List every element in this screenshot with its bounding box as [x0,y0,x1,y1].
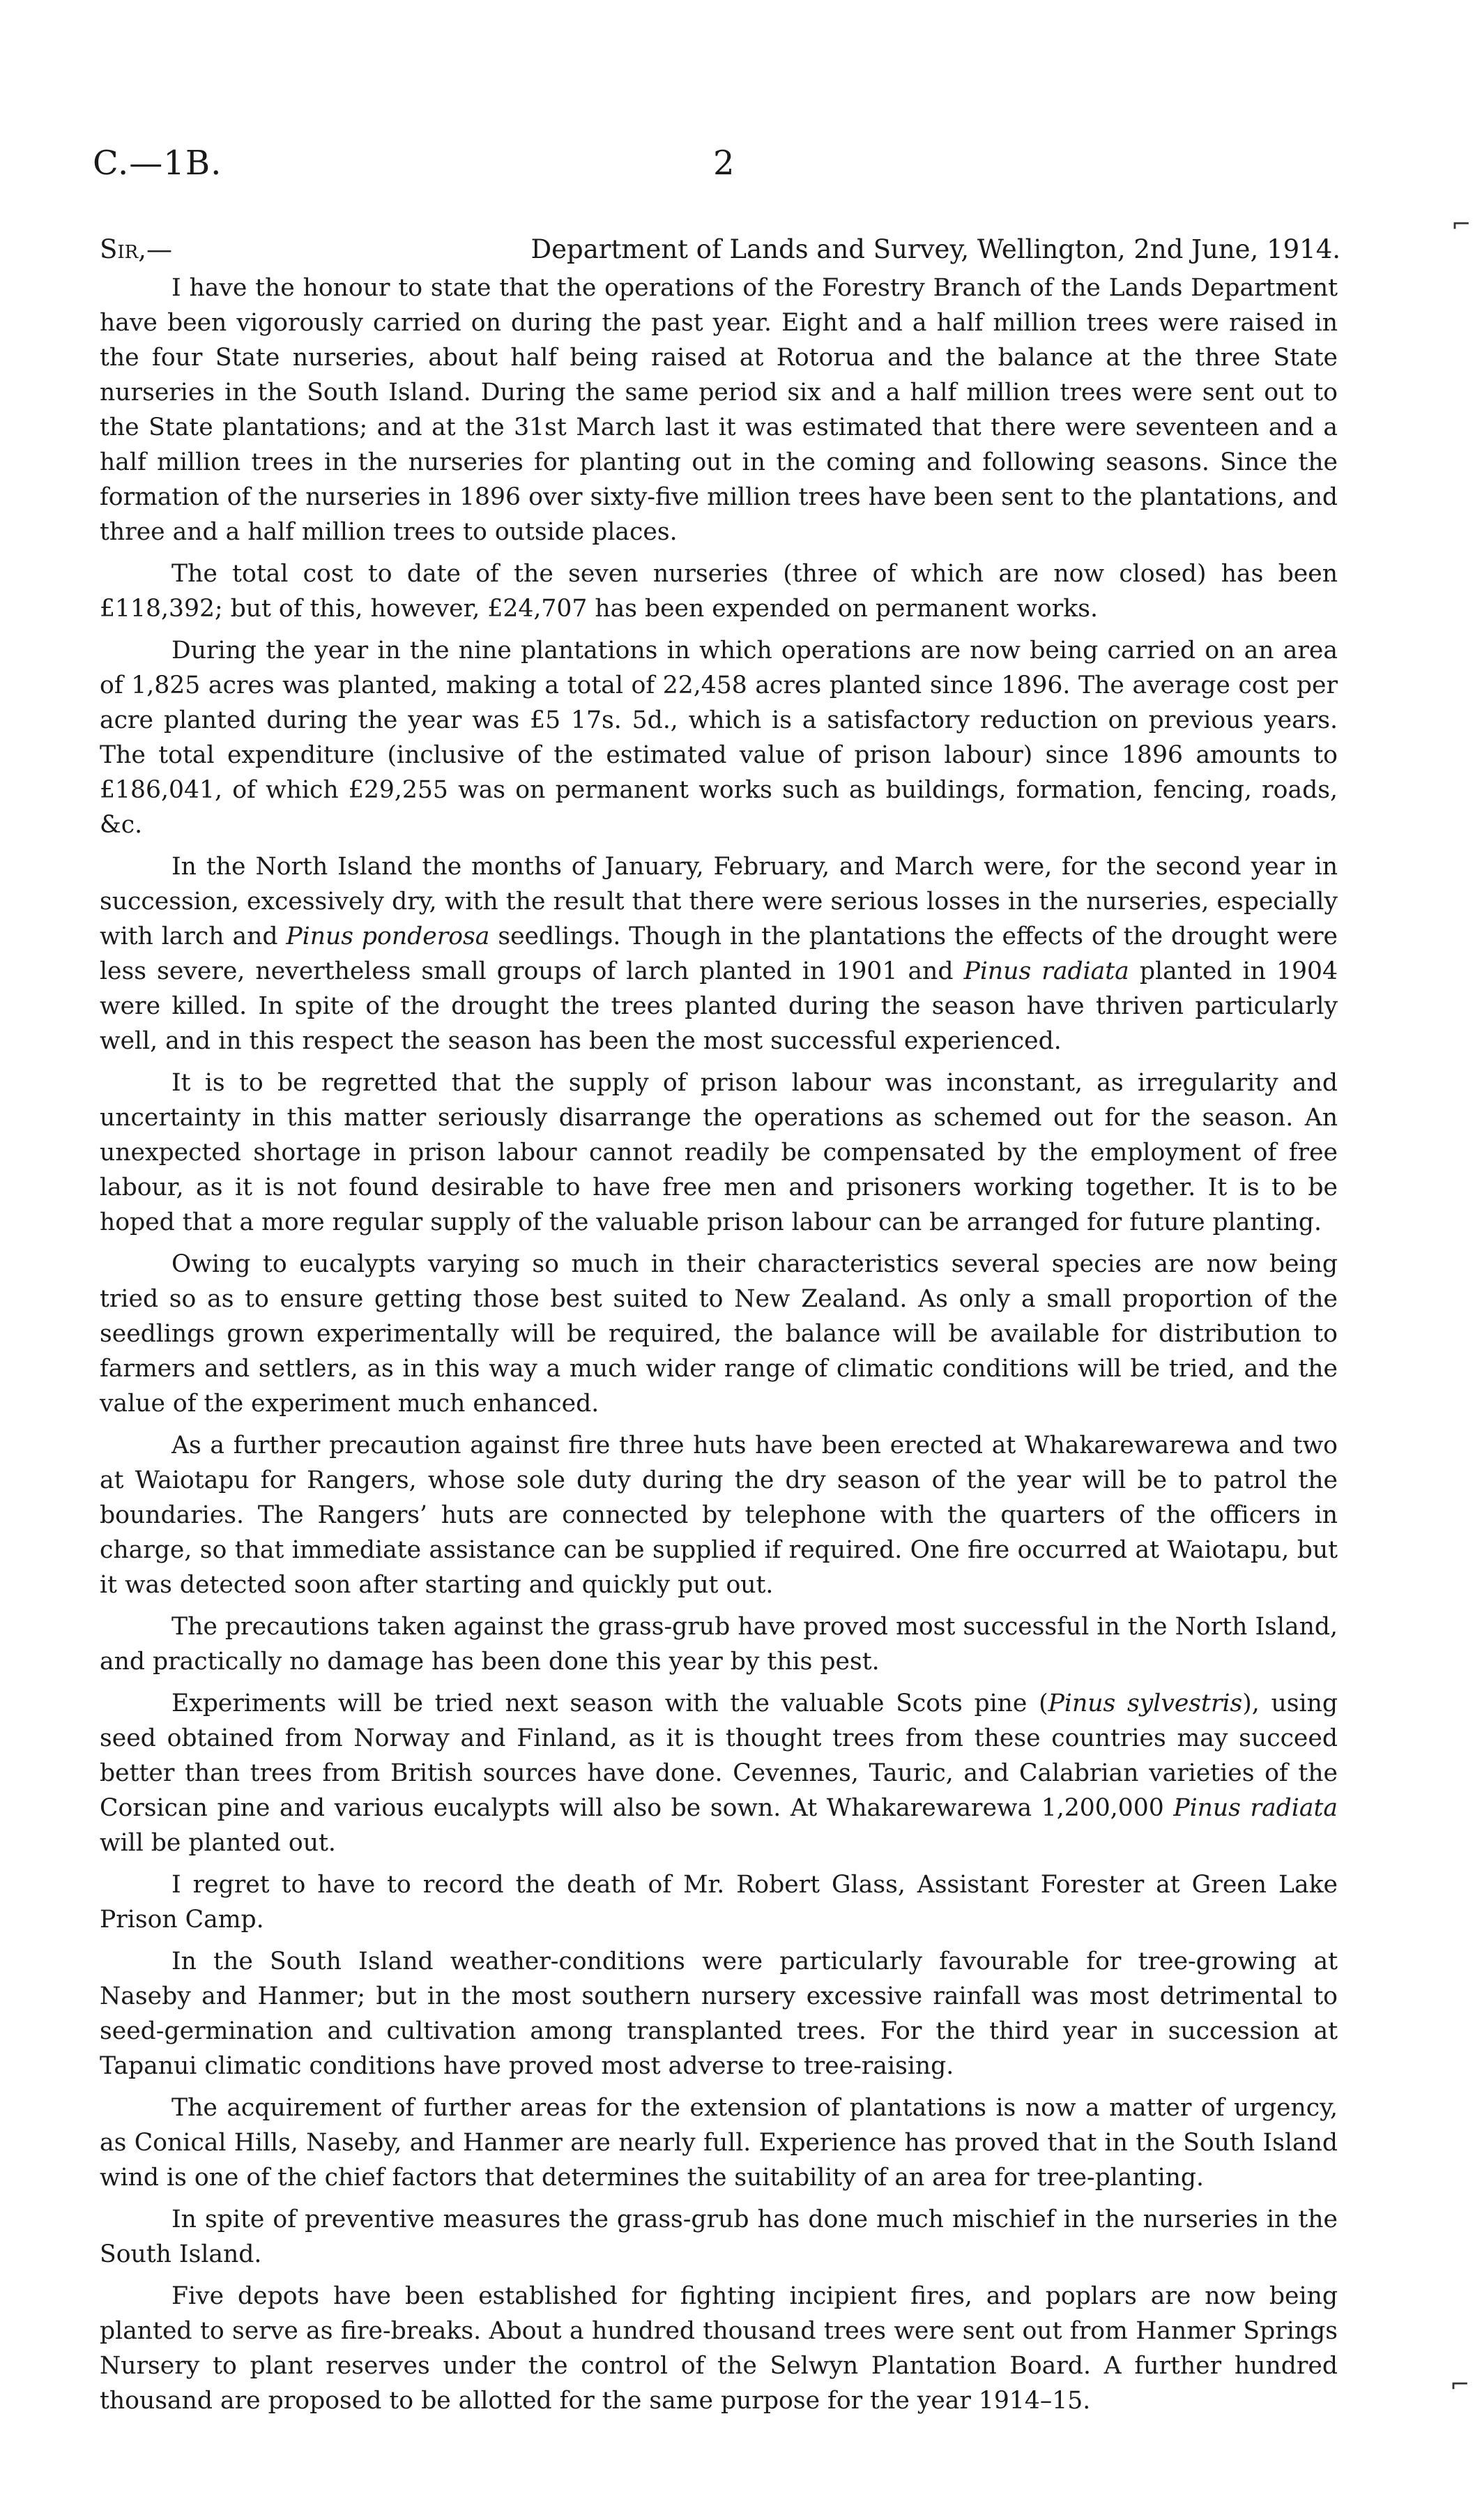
paragraph-plantation-area: During the year in the nine plantations in which operations are now being carried on an area of 1,825 acres was planted, making a total of 22,458 acres planted since 1896. The average cost per acre planted during the year was £5 17s. 5d., which is a satisfactory reduction on previous years. The total expenditure (inclusive of the estimated value of prison labour) since 1896 amounts to £186,041, of which £29,255 was on permanent works such as buildings, formation, fencing, roads, &c. [100,637,1338,839]
page-header [93,144,1389,199]
margin-mark-icon: ⌐ [1451,211,1472,238]
margin-mark-icon: ⌐ [1450,2371,1470,2399]
paragraph-scots-pine: Experiments will be tried next season with the valuable Scots pine (Pinus sylvestris), using seed obtained from Norway and Finland, as it is thought trees from these countries may succeed better than trees from British sources have done. Cevennes, Tauric, and Calabrian varieties of the Corsican pine and various eucalypts will also be sown. At Whakarewarewa 1,200,000 Pinus radiata will be planted out. [100,1690,1338,1857]
letter-body [100,271,1338,2425]
paragraph-eucalypts: Owing to eucalypts varying so much in their characteristics several species are now being tried so as to ensure getting those best suited to New Zealand. As only a small proportion of the seedlings grown experimentally will be required, the balance will be available for distribution to farmers and settlers, as in this way a much wider range of climatic conditions will be tried, and the value of the experiment much enhanced. [100,1250,1338,1418]
paragraph-drought: In the North Island the months of January, February, and March were, for the second year in succession, excessively dry, with the result that there were serious losses in the nurseries, especially with larch and Pinus ponderosa seedlings. Though in the plantations the effects of the drought were less severe, nevertheless small groups of larch planted in 1901 and Pinus radiata planted in 1904 were killed. In spite of the drought the trees planted during the season have thriven particularly well, and in this respect the season has been the most successful experienced. [100,853,1338,1055]
paragraph-nursery-costs: The total cost to date of the seven nurseries (three of which are now closed) has been £118,392; but of this, however, £24,707 has been expended on permanent works. [100,560,1338,623]
salutation: Sir,— [100,234,172,264]
dateline: Department of Lands and Survey, Wellington, 2nd June, 1914. [530,234,1340,264]
paragraph-obituary: I regret to have to record the death of Mr. Robert Glass, Assistant Forester at Green Lake Prison Camp. [100,1871,1338,1934]
paragraph-grass-grub-south: In spite of preventive measures the grass-grub has done much mischief in the nurseries in the South Island. [100,2206,1338,2268]
paragraph-south-island-weather: In the South Island weather-conditions were particularly favourable for tree-growing at Naseby and Hanmer; but in the most southern nursery excessive rainfall was most detrimental to seed-germination and cultivation among transplanted trees. For the third year in succession at Tapanui climatic conditions have proved most adverse to tree-raising. [100,1948,1338,2080]
paragraph-grass-grub-north: The precautions taken against the grass-grub have proved most successful in the North Island, and practically no damage has been done this year by this pest. [100,1613,1338,1676]
paragraph-nurseries: I have the honour to state that the operations of the Forestry Branch of the Lands Department have been vigorously carried on during the past year. Eight and a half million trees were raised in the four State nurseries, about half being raised at Rotorua and the balance at the three State nurseries in the South Island. During the same period six and a half million trees were sent out to the State plantations; and at the 31st March last it was estimated that there were seventeen and a half million trees in the nurseries for planting out in the coming and following seasons. Since the formation of the nurseries in 1896 over sixty-five million trees have been sent to the plantations, and three and a half million trees to outside places. [100,274,1338,546]
page-number: 2 [713,144,735,183]
paragraph-fire-depots: Five depots have been established for fighting incipient fires, and poplars are now being planted to serve as fire-breaks. About a hundred thousand trees were sent out from Hanmer Springs Nursery to plant reserves under the control of the Selwyn Plantation Board. A further hundred thousand are proposed to be allotted for the same purpose for the year 1914–15. [100,2282,1338,2415]
document-reference: C.—1B. [93,144,222,183]
paragraph-prison-labour: It is to be regretted that the supply of prison labour was inconstant, as irregularity and uncertainty in this matter seriously disarrange the operations as schemed out for the season. An unexpected shortage in prison labour cannot readily be compensated by the employment of free labour, as it is not found desirable to have free men and prisoners working together. It is to be hoped that a more regular supply of the valuable prison labour can be arranged for future planting. [100,1069,1338,1236]
paragraph-fire-huts: As a further precaution against fire three huts have been erected at Whakarewarewa and two at Waiotapu for Rangers, whose sole duty during the dry season of the year will be to patrol the boundaries. The Rangers’ huts are connected by telephone with the quarters of the officers in charge, so that immediate assistance can be supplied if required. One fire occurred at Waiotapu, but it was detected soon after starting and quickly put out. [100,1432,1338,1599]
paragraph-land-acquisition: The acquirement of further areas for the extension of plantations is now a matter of urgency, as Conical Hills, Naseby, and Hanmer are nearly full. Experience has proved that in the South Island wind is one of the chief factors that determines the suitability of an area for tree-planting. [100,2094,1338,2192]
letter-head [100,231,1340,273]
